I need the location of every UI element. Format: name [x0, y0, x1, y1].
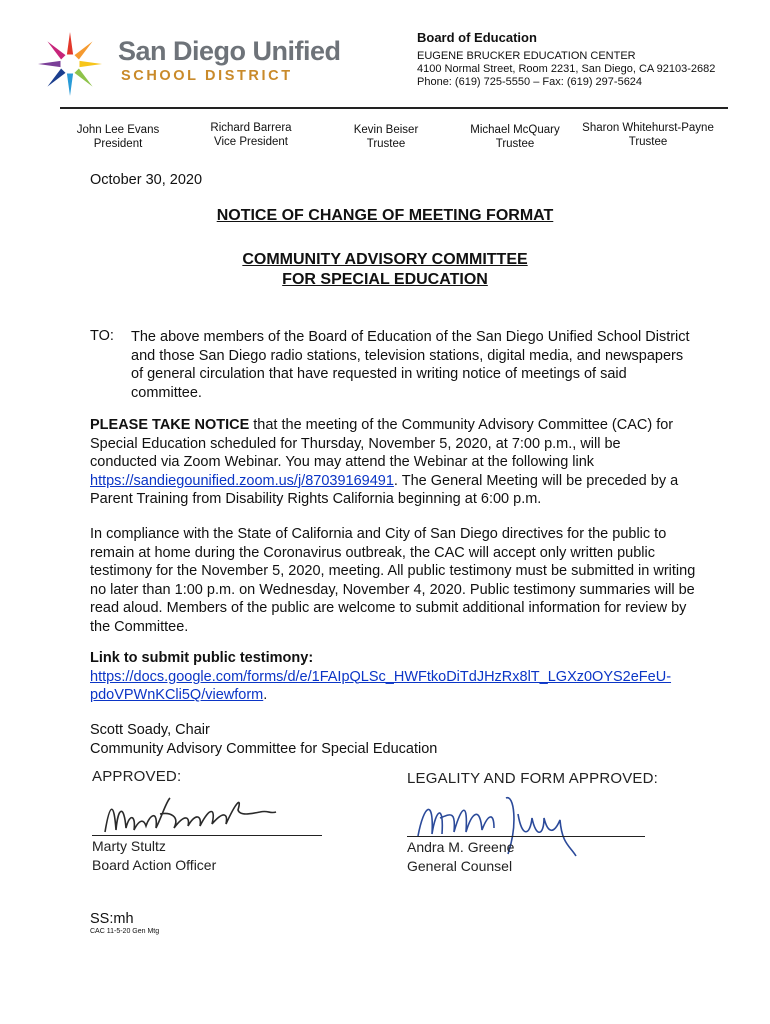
logo-petal	[75, 41, 93, 59]
testimony-form-link-cont[interactable]: pdoVPWnKCli5Q/viewform	[90, 687, 264, 704]
approver-left	[92, 837, 216, 875]
logo-subtitle: SCHOOL DISTRICT	[121, 68, 293, 84]
chair-name: Scott Soady, Chair	[90, 722, 210, 738]
signature-line	[407, 836, 645, 837]
approved-heading: APPROVED:	[92, 768, 182, 785]
initials: SS:mh	[90, 911, 134, 927]
signoff	[90, 721, 437, 758]
legality-heading: LEGALITY AND FORM APPROVED:	[407, 770, 659, 787]
logo-petal	[67, 32, 73, 55]
notice-text: that the meeting of the Community Advisory Committee (CAC) for Special Education scheduled for Thursday, November 5, 2020, at 7:00 p.m., will be conducted via Zoom Webinar. You may attend the Webinar at the following link	[90, 417, 674, 471]
board-title: Board of Education	[417, 30, 537, 45]
approver-title: Board Action Officer	[92, 857, 217, 873]
logo-petal	[38, 61, 61, 67]
approver-name: Marty Stultz	[92, 838, 166, 854]
notice-text-end: . The General Meeting will be preceded by a Parent Training from Disability Rights California beginning at 6:00 p.m.	[90, 472, 679, 508]
member-name: Michael McQuary	[470, 124, 560, 136]
member-role: Vice President	[214, 136, 288, 148]
member-name: John Lee Evans	[76, 124, 160, 136]
testimony-form-link[interactable]: https://docs.google.com/forms/d/e/1FAIpQLSc_HWFtkoDiTdJHzRx8lT_LGXz0OYS2eFeU-	[90, 668, 672, 685]
zoom-webinar-link[interactable]: https://sandiegounified.zoom.us/j/87039169491	[90, 472, 394, 489]
approver-title: General Counsel	[407, 858, 513, 874]
testimony-label: Link to submit public testimony:	[90, 650, 314, 666]
district-logo-icon	[30, 28, 110, 100]
member-vice-president	[181, 121, 321, 149]
board-center: EUGENE BRUCKER EDUCATION CENTER	[417, 50, 636, 62]
to-label: TO:	[90, 328, 114, 344]
testimony-block	[90, 649, 720, 705]
approver-right	[407, 838, 514, 876]
logo-petal	[47, 41, 65, 59]
logo-petal	[67, 74, 73, 97]
member-name: Sharon Whitehurst-Payne	[582, 122, 714, 134]
logo-petal	[80, 61, 103, 67]
notice-title: NOTICE OF CHANGE OF MEETING FORMAT	[216, 207, 554, 224]
member-trustee	[316, 123, 456, 151]
testimony-tail: .	[263, 687, 268, 704]
document-ref: CAC 11-5-20 Gen Mtg	[90, 928, 160, 935]
committee-title-line1: COMMUNITY ADVISORY COMMITTEE	[242, 251, 528, 268]
notice-lead: PLEASE TAKE NOTICE	[90, 417, 250, 433]
member-name: Richard Barrera	[210, 122, 292, 134]
approver-name: Andra M. Greene	[407, 839, 515, 855]
logo-title: San Diego Unified	[118, 36, 341, 66]
committee-name: Community Advisory Committee for Special Education	[90, 740, 438, 757]
to-paragraph: The above members of the Board of Education of the San Diego Unified School District and those San Diego radio stations, television stations, digital media, and newspapers of general circulation that have requested in writing notice of meetings of said committee.	[131, 329, 690, 401]
compliance-paragraph: In compliance with the State of California and City of San Diego directives for the public to remain at home during the Coronavirus outbreak, the CAC will accept only written public testimony for the November 5, 2020, meeting. All public testimony must be submitted in writing no later than 1:00 p.m. on Wednesday, November 4, 2020. Public testimony summaries will be read aloud. Members of the public are welcome to submit additional information for review by the Committee.	[90, 526, 696, 635]
logo-petal	[47, 69, 65, 87]
member-role: Trustee	[366, 138, 406, 150]
letter-date: October 30, 2020	[90, 172, 203, 188]
member-president	[48, 123, 188, 151]
member-trustee	[445, 123, 585, 151]
notice-paragraph	[90, 416, 690, 509]
board-phone: Phone: (619) 725-5550 – Fax: (619) 297-5624	[417, 76, 643, 88]
signature-line	[92, 835, 322, 836]
member-role: Trustee	[628, 136, 668, 148]
member-trustee	[570, 121, 726, 149]
member-name: Kevin Beiser	[353, 124, 419, 136]
logo-petal	[75, 69, 93, 87]
member-role: President	[93, 138, 143, 150]
committee-title-line2: FOR SPECIAL EDUCATION	[282, 271, 488, 288]
member-role: Trustee	[495, 138, 535, 150]
header-divider	[60, 107, 728, 109]
board-address: 4100 Normal Street, Room 2231, San Diego, CA 92103-2682	[417, 63, 716, 75]
